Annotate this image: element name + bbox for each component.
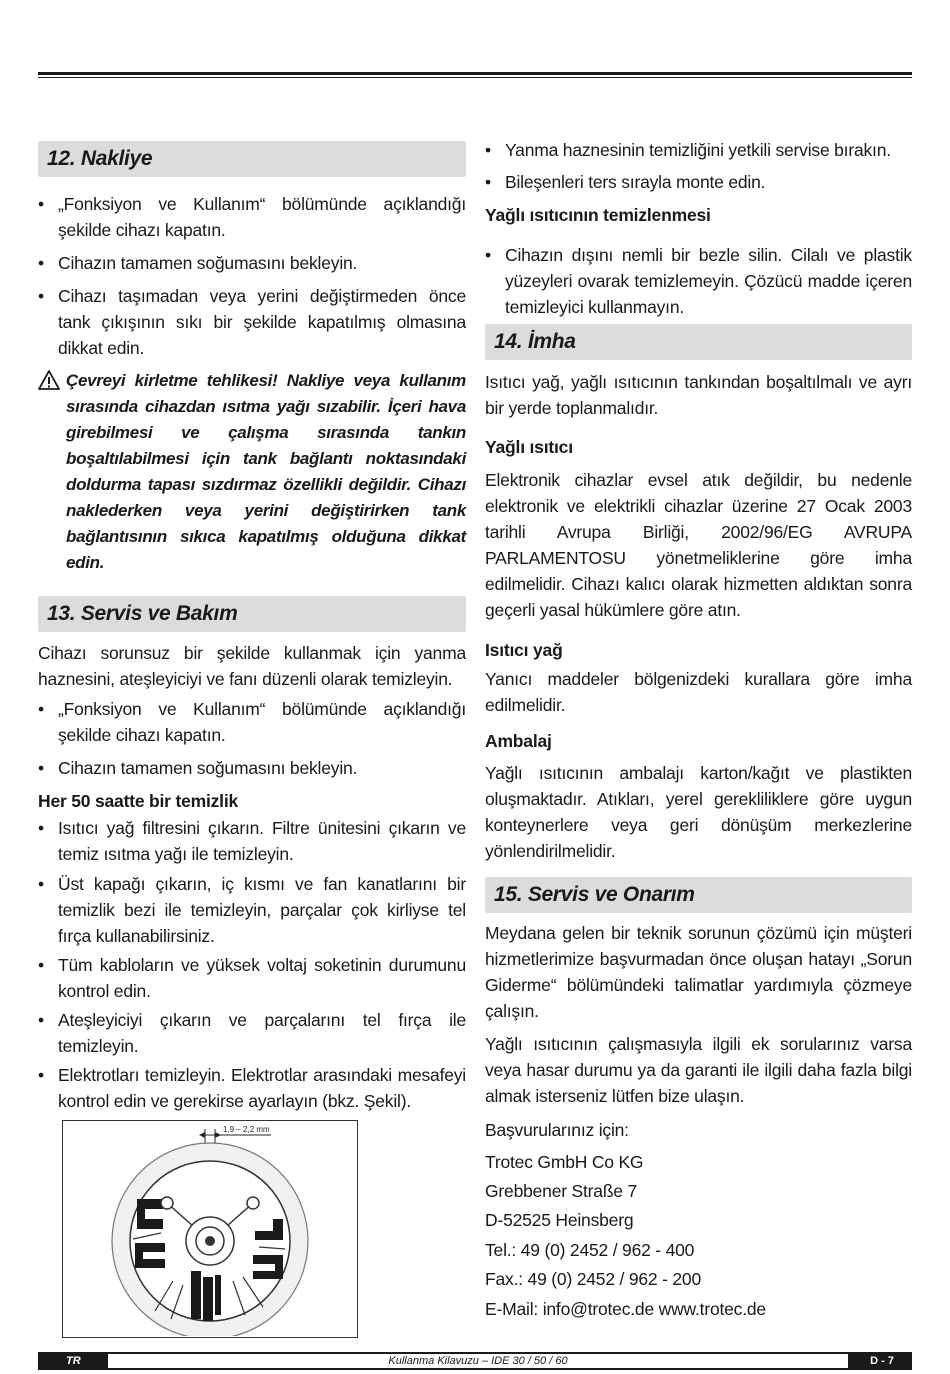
list-item: • Cihazın dışını nemli bir bezle silin. Cilalı ve plastik yüzeyleri ovarak temizlemeyin. Çözücü madde içeren temizleyici kullanmayın. (485, 242, 912, 320)
page-footer (38, 1352, 912, 1370)
list-item: • Tüm kabloların ve yüksek voltaj soketinin durumunu kontrol edin. (38, 952, 466, 1004)
service-paragraph-2: Yağlı ısıtıcının çalışmasıyla ilgili ek sorularınız varsa veya hasar durumu ya da garanti ile ilgili daha fazla bilgi almak isterseniz lütfen bize ulaşın. (485, 1034, 912, 1106)
warning-text: Çevreyi kirletme tehlikesi! Nakliye veya kullanım sırasında cihazdan ısıtma yağı sızabilir. İçeri hava girebilmesi ve çalışma sırasında tankın boşaltılabilmesi için tank bağlantı noktasındaki doldurma tapası sızdırmaz özellikli değildir. Cihazı naklederken veya yerini değiştirirken tank bağlantısının sıkıca kapatılmış olduğuna dikkat edin. (66, 371, 466, 572)
footer-manual-title: Kullanma Kilavuzu – IDE 30 / 50 / 60 (108, 1354, 848, 1368)
contact-email: E-Mail: info@trotec.de www.trotec.de (485, 1299, 766, 1319)
list-item: • Cihazın tamamen soğumasını bekleyin. (38, 755, 466, 781)
list-item: • „Fonksiyon ve Kullanım“ bölümünde açıklandığı şekilde cihazı kapatın. (38, 191, 466, 243)
top-rule-thin (38, 77, 912, 78)
footer-page-number: D - 7 (870, 1355, 894, 1367)
list-item: • Bileşenleri ters sırayla monte edin. (485, 169, 912, 195)
section-14-intro: Isıtıcı yağ, yağlı ısıtıcının tankından boşaltılmalı ve ayrı bir yerde toplanmalıdır. (485, 372, 912, 418)
list-item: • Cihazı taşımadan veya yerini değiştirmeden önce tank çıkışının sıkı bir şekilde kapatılmış olmasına dikkat edin. (38, 283, 466, 361)
list-item: • Üst kapağı çıkarın, iç kısmı ve fan kanatlarını bir temizlik bezi ile temizleyin, parçalar çok kirliyse tel fırça kullanabilirsiniz. (38, 871, 466, 949)
packaging-paragraph: Yağlı ısıtıcının ambalajı karton/kağıt ve plastikten oluşmaktadır. Atıkları, yerel gerekliliklere göre uygun konteynerlere veya geri dönüşüm merkezlerine yönlendirilmelidir. (485, 763, 912, 861)
subheading-packaging: Ambalaj (485, 731, 552, 751)
electrode-figure (62, 1120, 358, 1338)
top-rule (38, 72, 912, 75)
section-13-title: 13. Servis ve Bakım (38, 596, 466, 632)
contact-company: Trotec GmbH Co KG (485, 1152, 644, 1172)
list-item: • Cihazın tamamen soğumasını bekleyin. (38, 250, 466, 276)
section-12-title: 12. Nakliye (38, 141, 466, 177)
list-item: • Yanma haznesinin temizliğini yetkili servise bırakın. (485, 137, 912, 163)
subheading-cleaning: Yağlı ısıtıcının temizlenmesi (485, 205, 711, 225)
contact-fax: Fax.: 49 (0) 2452 / 962 - 200 (485, 1269, 702, 1289)
heating-oil-paragraph: Yanıcı maddeler bölgenizdeki kurallara göre imha edilmelidir. (485, 669, 912, 715)
warning-icon (38, 370, 60, 390)
list-item: • Ateşleyiciyi çıkarın ve parçalarını tel fırça ile temizleyin. (38, 1007, 466, 1059)
section-13-intro: Cihazı sorunsuz bir şekilde kullanmak için yanma haznesini, ateşleyiciyi ve fanı düzenli olarak temizleyin. (38, 643, 466, 689)
warning-block (38, 368, 466, 576)
gap-dimension-label: 1,9 – 2,2 mm (223, 1125, 270, 1134)
disposal-paragraph: Elektronik cihazlar evsel atık değildir, bu nedenle elektronik ve elektrikli cihazlar üzerine 27 Ocak 2003 tarihli Avrupa Birliği, 2002/96/EG AVRUPA PARLAMENTOSU yönetmeliklerine göre imha edilmelidir. Cihazı kalıcı olarak hizmetten aldıktan sonra geçerli yasal hükümlere göre atın. (485, 470, 912, 620)
footer-language: TR (66, 1355, 81, 1367)
contact-phone: Tel.: 49 (0) 2452 / 962 - 400 (485, 1240, 695, 1260)
subheading-heating-oil: Isıtıcı yağ (485, 640, 563, 660)
subheading-oil-heater: Yağlı ısıtıcı (485, 437, 573, 457)
list-item: • Isıtıcı yağ filtresini çıkarın. Filtre ünitesini çıkarın ve temiz ısıtma yağı ile temizleyin. (38, 815, 466, 867)
contact-street: Grebbener Straße 7 (485, 1181, 638, 1201)
list-item: • „Fonksiyon ve Kullanım“ bölümünde açıklandığı şekilde cihazı kapatın. (38, 696, 466, 748)
section-14-title: 14. İmha (485, 324, 912, 360)
service-paragraph-1: Meydana gelen bir teknik sorunun çözümü için müşteri hizmetlerimize başvurmadan önce oluşan hatayı „Sorun Giderme“ bölümündeki talimatlar yardımıyla çözmeye çalışın. (485, 923, 912, 1021)
subheading-50-hours: Her 50 saatte bir temizlik (38, 791, 239, 811)
list-item: • Elektrotları temizleyin. Elektrotlar arasındaki mesafeyi kontrol edin ve gerekirse ayarlayın (bkz. Şekil). (38, 1062, 466, 1114)
contact-city: D-52525 Heinsberg (485, 1210, 634, 1230)
section-15-title: 15. Servis ve Onarım (485, 877, 912, 913)
contact-intro: Başvurularınız için: (485, 1120, 629, 1140)
electrode-diagram (63, 1121, 356, 1336)
